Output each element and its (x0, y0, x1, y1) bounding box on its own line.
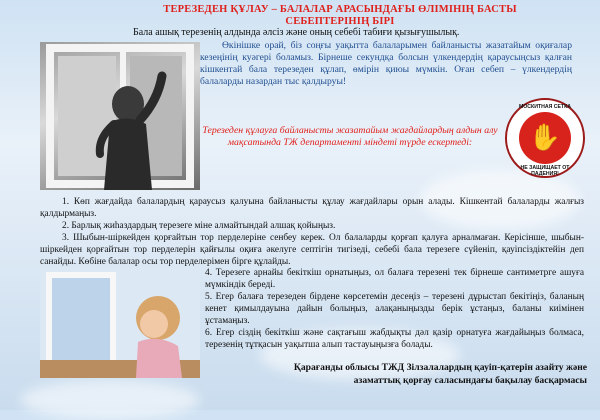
footer-signature (205, 361, 587, 387)
recommendations-list (40, 197, 584, 352)
intro-paragraph (200, 40, 572, 88)
list-item: 4. Терезеге арнайы бекіткіш орнатыңыз, ол балаға терезені тек бірнеше сантиметрге ашуға мүмкіндік береді. (205, 268, 584, 291)
footer-line: азаматтық қорғау саласындағы бақылау басқармасы (353, 375, 587, 386)
badge-top-text: МОСКИТНАЯ СЕТКА (518, 104, 572, 110)
list-item: 2. Барлық жиһаздардың терезеге міне алмайтындай алшақ қойыңыз. (62, 220, 336, 231)
list-item: 6. Егер сіздің бекіткіш және сақтағыш жабдықты дәл қазір орнатуға жағдайыңыз болмаса, терезенің тұтқасын уақытша алып тастауыңызға болады. (205, 327, 584, 350)
mosquito-net-warning-badge (505, 98, 585, 178)
subtitle: Бала ашық терезенің алдында әлсіз және оның себебі табиғи қызығушылық. (133, 27, 460, 38)
cloud (20, 380, 200, 420)
intro-text: Өкінішке орай, біз соңғы уақытта балаларымен байланысты жазатайым оқиғалар кезеңінің куәгері боламыз. Бірнеше секундқа болсын үлкендердің қараусыңсыз қалған кішкентай бала терезеден құлап, өмірін қиюы мүмкін. Оған себеп – үлкендердің балаларды назардан тыс қалдыруы! (200, 40, 572, 87)
warning-text: Терезеден құлауға байланысты жазатайым жағдайлардың алдын алу мақсатында ТЖ департаменті міндеті түрде ескертеді: (202, 125, 498, 148)
list-item: 3. Шыбын-шіркейден қорғайтын тор перделеріне сенбеу керек. Ол балаларды қорғап қалуға арналмаған. Керісінше, шыбын-шіркейден қорғайтын тор перделерін қайғылы оқиға әкелуге септігін тигізеді, себебі бала терезеге сүйеніп, қауіпсіздіктейін деп санайды. Көбіне балалар осы тор перделерімен бірге құлайды. (40, 232, 584, 267)
child-at-window-photo (40, 42, 200, 190)
badge-bottom-text: НЕ ЗАЩИЩАЕТ ОТ ПАДЕНИЯ! (520, 165, 570, 177)
footer-line: Қарағанды облысы ТЖД Зілзалалардың қауіп-қатерін азайту және (293, 362, 587, 373)
stop-hand-icon: ✋ (519, 112, 571, 164)
list-item: 1. Көп жағдайда балалардың қараусыз қалуына байланысты құлау жағдайлары орын алады. Кішкентай балаларды жалғыз қалдырмаңыз. (40, 197, 584, 219)
poster-title: ТЕРЕЗЕДЕН ҚҰЛАУ – БАЛАЛАР АРАСЫНДАҒЫ ӨЛІМІНІҢ БАСТЫ СЕБЕПТЕРІНІҢ БІРІ (163, 4, 517, 27)
list-item: 5. Егер балаға терезеден бірдене көрсетемін десеңіз – терезені дұрыстап бекітіңіз, баланың кенет қимылдауына дайын болыңыз, алақаныңызды берік ұстаңыз, баланы киімінен ұстамаңыз. (205, 292, 584, 327)
